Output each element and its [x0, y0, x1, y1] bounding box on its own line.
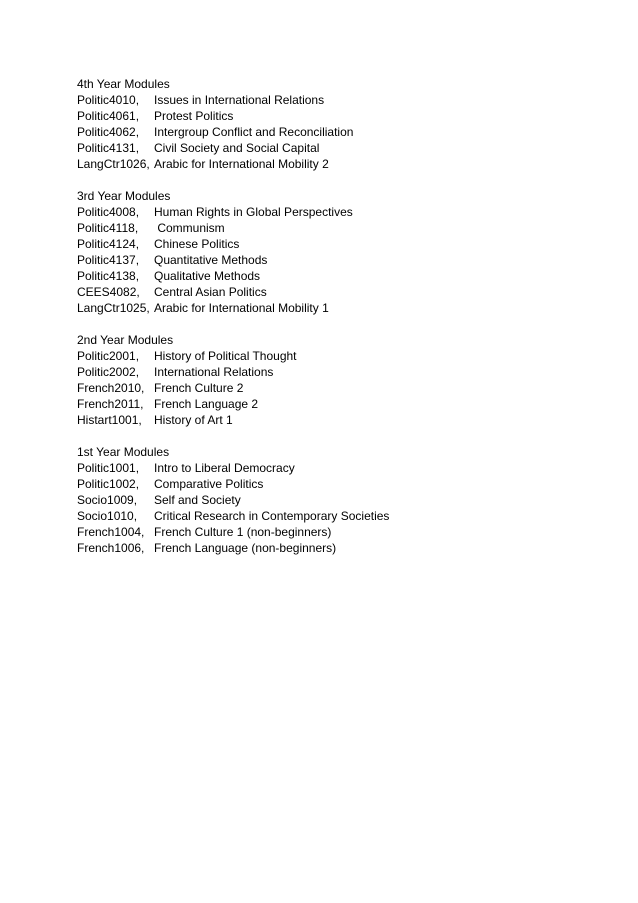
module-row: [77, 124, 597, 140]
module-title: Chinese Politics: [154, 237, 240, 251]
module-title: Communism: [154, 221, 225, 235]
section-3rd-year: [77, 188, 597, 316]
module-title: History of Art 1: [154, 413, 233, 427]
module-title: Quantitative Methods: [154, 253, 268, 267]
module-code: LangCtr1025,: [77, 301, 150, 315]
module-title: Arabic for International Mobility 2: [154, 157, 329, 171]
module-row: [77, 412, 597, 428]
module-title: Intergroup Conflict and Reconciliation: [154, 125, 354, 139]
module-title: History of Political Thought: [154, 349, 297, 363]
module-title: Protest Politics: [154, 109, 234, 123]
module-code: Politic1002,: [77, 477, 140, 491]
module-row: [77, 252, 597, 268]
module-code: Politic1001,: [77, 461, 140, 475]
section-heading: 1st Year Modules: [77, 445, 170, 459]
module-title: French Language 2: [154, 397, 259, 411]
module-title: Issues in International Relations: [154, 93, 325, 107]
module-row: [77, 396, 597, 412]
module-title: French Language (non-beginners): [154, 541, 337, 555]
module-title: Critical Research in Contemporary Societies: [154, 509, 390, 523]
module-row: [77, 524, 597, 540]
module-row: [77, 108, 597, 124]
module-code: Politic4124,: [77, 237, 140, 251]
module-title: Qualitative Methods: [154, 269, 261, 283]
module-row: [77, 220, 597, 236]
module-code: LangCtr1026,: [77, 157, 150, 171]
module-title: French Culture 2: [154, 381, 244, 395]
module-row: [77, 348, 597, 364]
module-code: Politic2002,: [77, 365, 140, 379]
module-row: [77, 508, 597, 524]
module-code: Politic2001,: [77, 349, 140, 363]
module-row: [77, 268, 597, 284]
module-row: [77, 236, 597, 252]
module-title: Human Rights in Global Perspectives: [154, 205, 353, 219]
module-code: Politic4131,: [77, 141, 140, 155]
module-title: Civil Society and Social Capital: [154, 141, 320, 155]
module-code: Politic4118,: [77, 221, 139, 235]
module-code: Socio1009,: [77, 493, 138, 507]
module-code: Histart1001,: [77, 413, 142, 427]
module-code: French1004,: [77, 525, 145, 539]
module-row: [77, 380, 597, 396]
module-code: Politic4062,: [77, 125, 140, 139]
module-row: [77, 204, 597, 220]
module-code: Socio1010,: [77, 509, 138, 523]
module-title: Comparative Politics: [154, 477, 264, 491]
module-list-page: [77, 76, 597, 572]
module-row: [77, 460, 597, 476]
section-heading: 2nd Year Modules: [77, 333, 174, 347]
module-title: Self and Society: [154, 493, 241, 507]
module-title: Central Asian Politics: [154, 285, 267, 299]
module-code: French1006,: [77, 541, 145, 555]
section-2nd-year: [77, 332, 597, 428]
module-code: French2010,: [77, 381, 145, 395]
module-code: CEES4082,: [77, 285, 140, 299]
section-heading: 4th Year Modules: [77, 77, 170, 91]
module-row: [77, 156, 597, 172]
module-title: French Culture 1 (non-beginners): [154, 525, 332, 539]
section-1st-year: [77, 444, 597, 556]
module-row: [77, 364, 597, 380]
module-code: Politic4010,: [77, 93, 140, 107]
module-row: [77, 284, 597, 300]
module-code: Politic4137,: [77, 253, 140, 267]
module-row: [77, 140, 597, 156]
module-row: [77, 540, 597, 556]
module-row: [77, 92, 597, 108]
module-title: Arabic for International Mobility 1: [154, 301, 329, 315]
module-code: Politic4138,: [77, 269, 140, 283]
module-title: Intro to Liberal Democracy: [154, 461, 295, 475]
module-code: French2011,: [77, 397, 144, 411]
module-row: [77, 492, 597, 508]
module-row: [77, 300, 597, 316]
section-4th-year: [77, 76, 597, 172]
section-heading: 3rd Year Modules: [77, 189, 171, 203]
module-row: [77, 476, 597, 492]
module-code: Politic4061,: [77, 109, 140, 123]
module-title: International Relations: [154, 365, 274, 379]
module-code: Politic4008,: [77, 205, 140, 219]
